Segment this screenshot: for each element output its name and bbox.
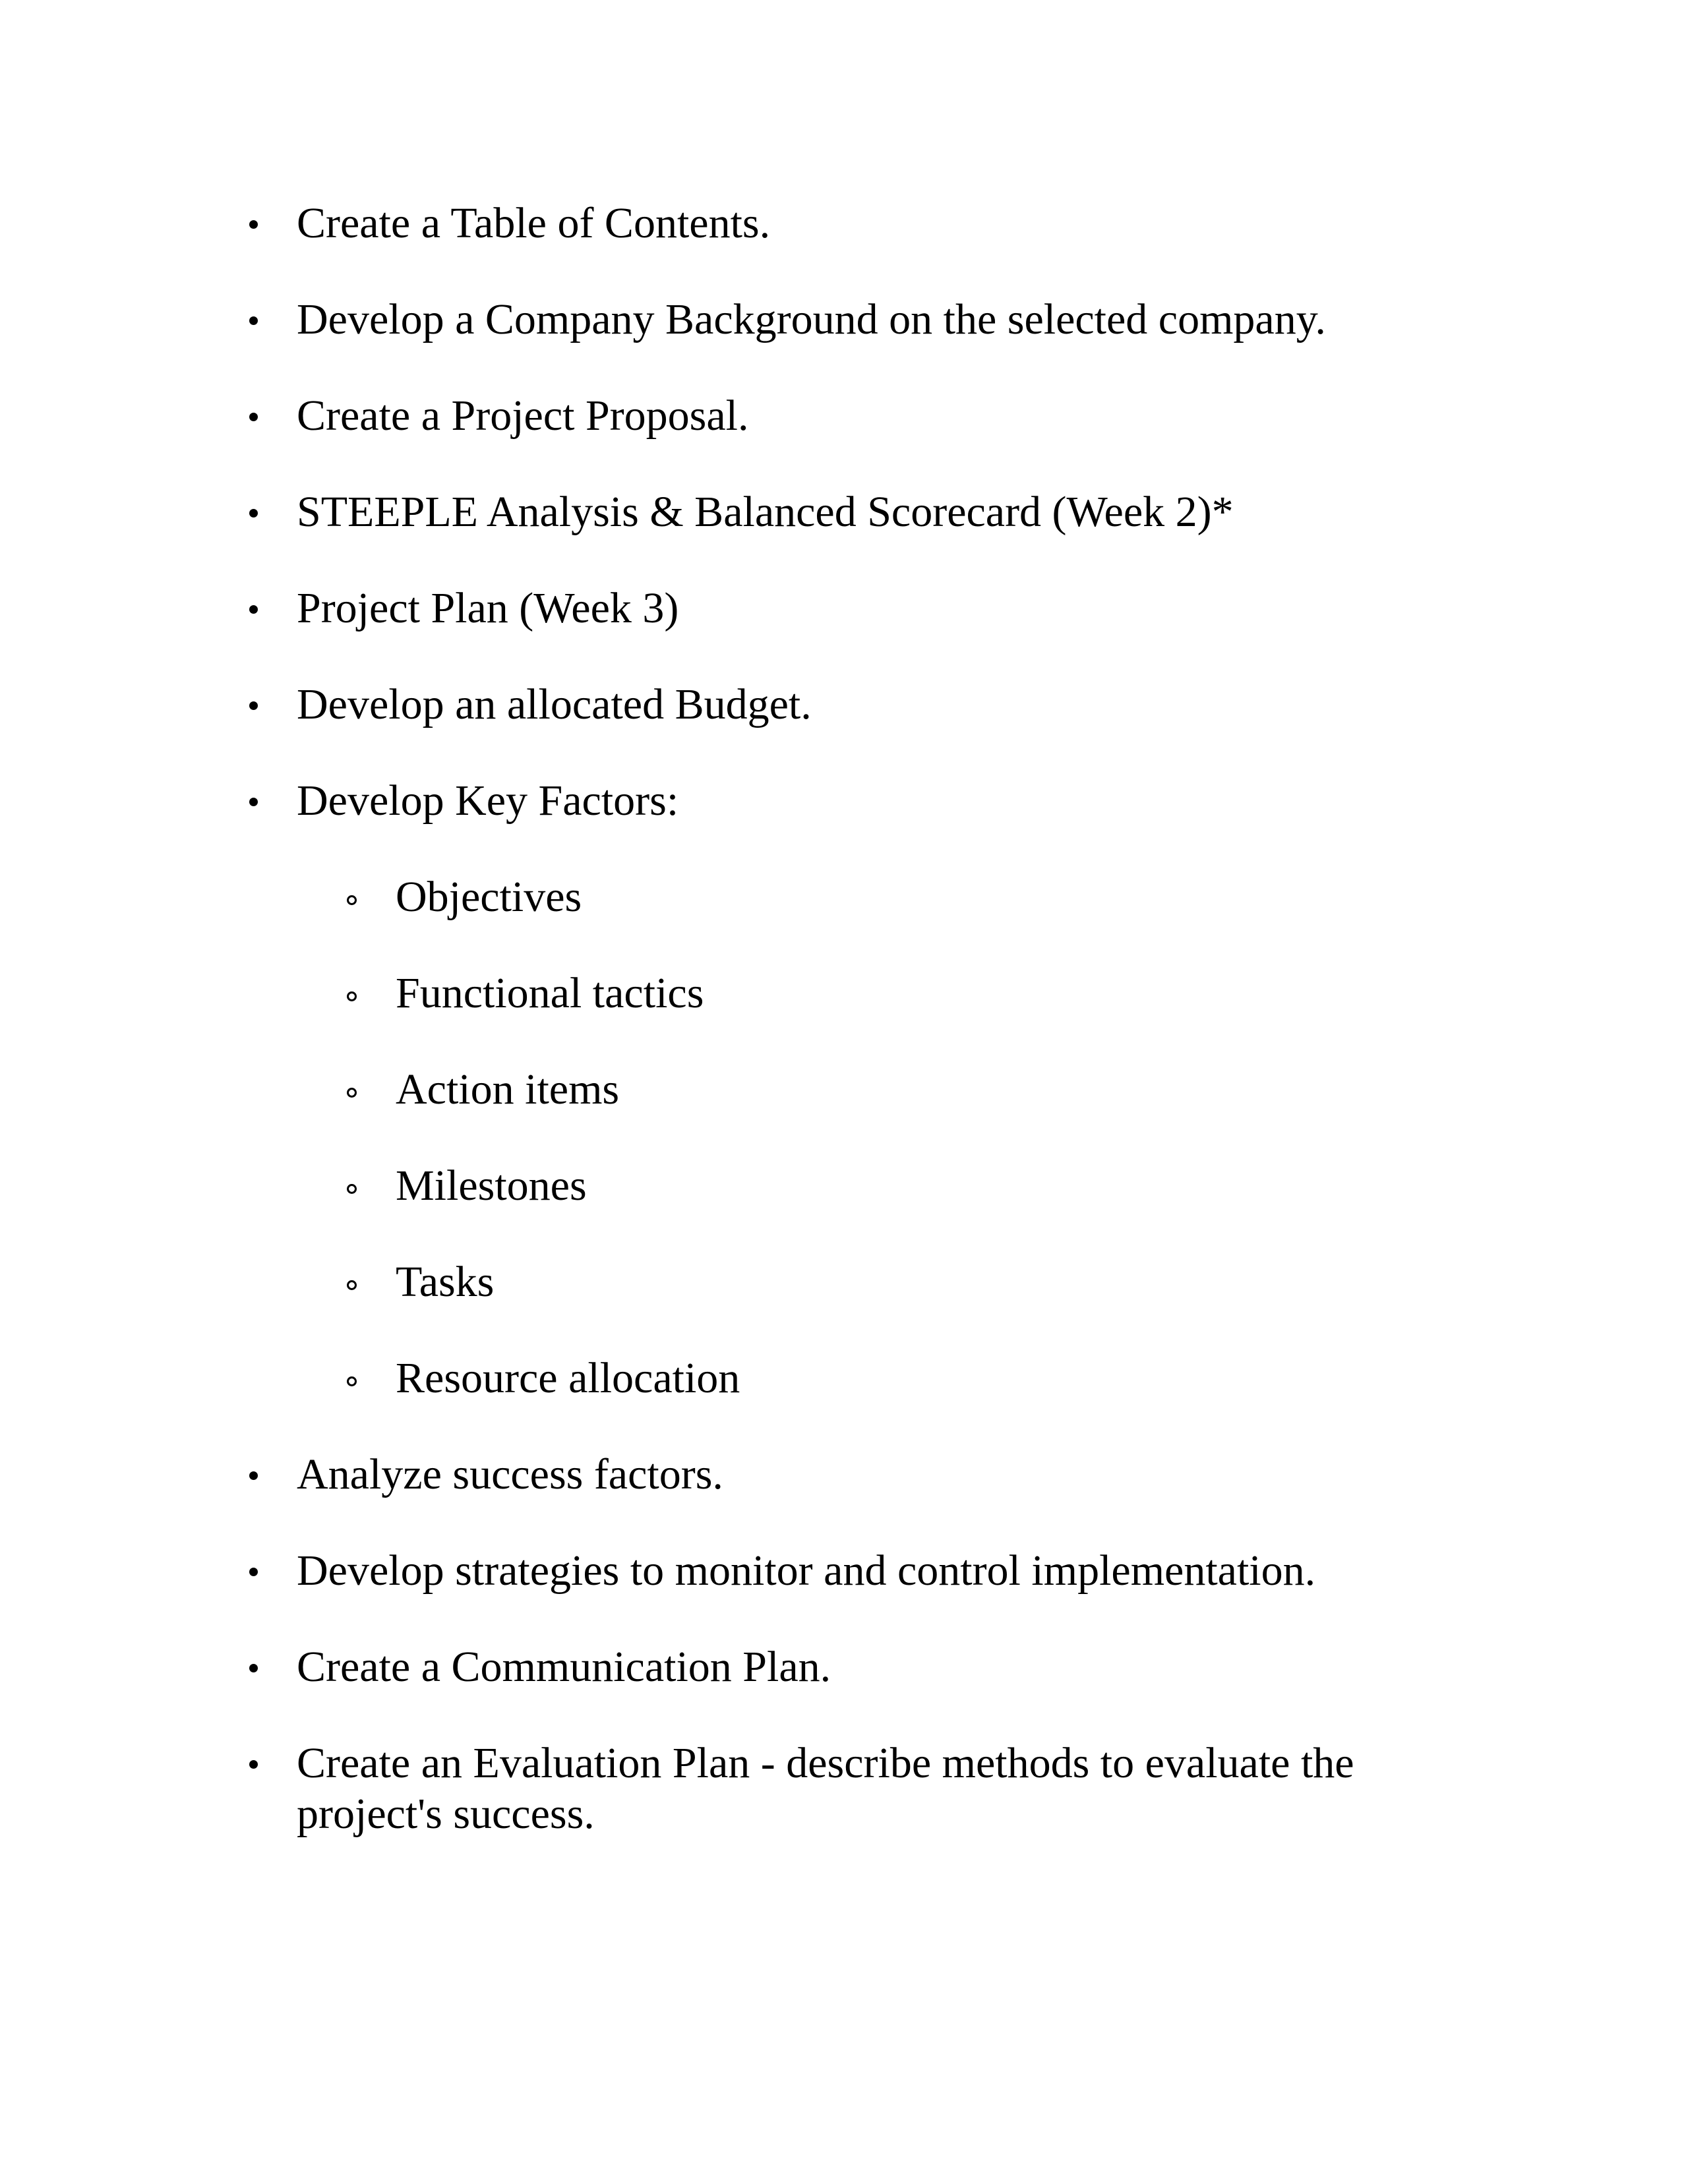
- list-item: [297, 583, 1418, 634]
- list-item: [297, 1449, 1418, 1500]
- list-item: [297, 775, 1418, 826]
- sub-list-item-text: Tasks: [396, 1258, 495, 1306]
- list-item-text: Create a Communication Plan.: [297, 1643, 831, 1691]
- list-item-text: Develop Key Factors:: [297, 777, 679, 825]
- bullet-disc-icon: [249, 1760, 258, 1769]
- bullet-circle-icon: [347, 1184, 357, 1194]
- bullet-circle-icon: [347, 1280, 357, 1290]
- list-item-text: Develop a Company Background on the selected company.: [297, 295, 1326, 343]
- sub-list-item-text: Functional tactics: [396, 969, 704, 1017]
- bullet-disc-icon: [249, 509, 258, 517]
- bullet-disc-icon: [249, 1568, 258, 1576]
- sub-list-item-text: Action items: [396, 1065, 620, 1113]
- bullet-disc-icon: [249, 220, 258, 229]
- list-item-text: Create a Project Proposal.: [297, 392, 749, 440]
- sub-list-item: [396, 968, 1385, 1018]
- bullet-disc-icon: [249, 701, 258, 710]
- bullet-disc-icon: [249, 1471, 258, 1480]
- bullet-disc-icon: [249, 1664, 258, 1672]
- list-item: [297, 294, 1418, 345]
- bullet-disc-icon: [249, 413, 258, 421]
- list-item-text: STEEPLE Analysis & Balanced Scorecard (Week 2)*: [297, 488, 1234, 536]
- list-item: [297, 1738, 1418, 1839]
- bullet-disc-icon: [249, 316, 258, 325]
- bullet-disc-icon: [249, 605, 258, 614]
- list-item-text: Analyze success factors.: [297, 1450, 723, 1498]
- sub-list-item: [396, 1160, 1385, 1211]
- sub-list-item: [396, 1256, 1385, 1307]
- list-item: [297, 1545, 1418, 1596]
- sub-list-item: [396, 1353, 1385, 1403]
- sub-list-item-text: Milestones: [396, 1162, 587, 1210]
- list-item: [297, 390, 1418, 441]
- bullet-circle-icon: [347, 895, 357, 905]
- list-item-text: Create an Evaluation Plan - describe methods to evaluate the project's success.: [297, 1739, 1354, 1838]
- list-item: [297, 198, 1418, 249]
- sub-list-item-text: Resource allocation: [396, 1354, 740, 1402]
- list-item-text: Develop an allocated Budget.: [297, 680, 812, 728]
- list-item-text: Create a Table of Contents.: [297, 199, 771, 247]
- bullet-circle-icon: [347, 991, 357, 1001]
- sub-list-item-text: Objectives: [396, 873, 582, 921]
- sub-list-item: [396, 1064, 1385, 1115]
- bullet-circle-icon: [347, 1376, 357, 1386]
- bullet-circle-icon: [347, 1088, 357, 1098]
- list-item: [297, 1641, 1418, 1692]
- list-item: [297, 679, 1418, 730]
- sub-list-item: [396, 871, 1385, 922]
- list-item-text: Project Plan (Week 3): [297, 584, 679, 632]
- bullet-disc-icon: [249, 798, 258, 806]
- list-item-text: Develop strategies to monitor and control implementation.: [297, 1547, 1316, 1595]
- list-item: [297, 487, 1418, 537]
